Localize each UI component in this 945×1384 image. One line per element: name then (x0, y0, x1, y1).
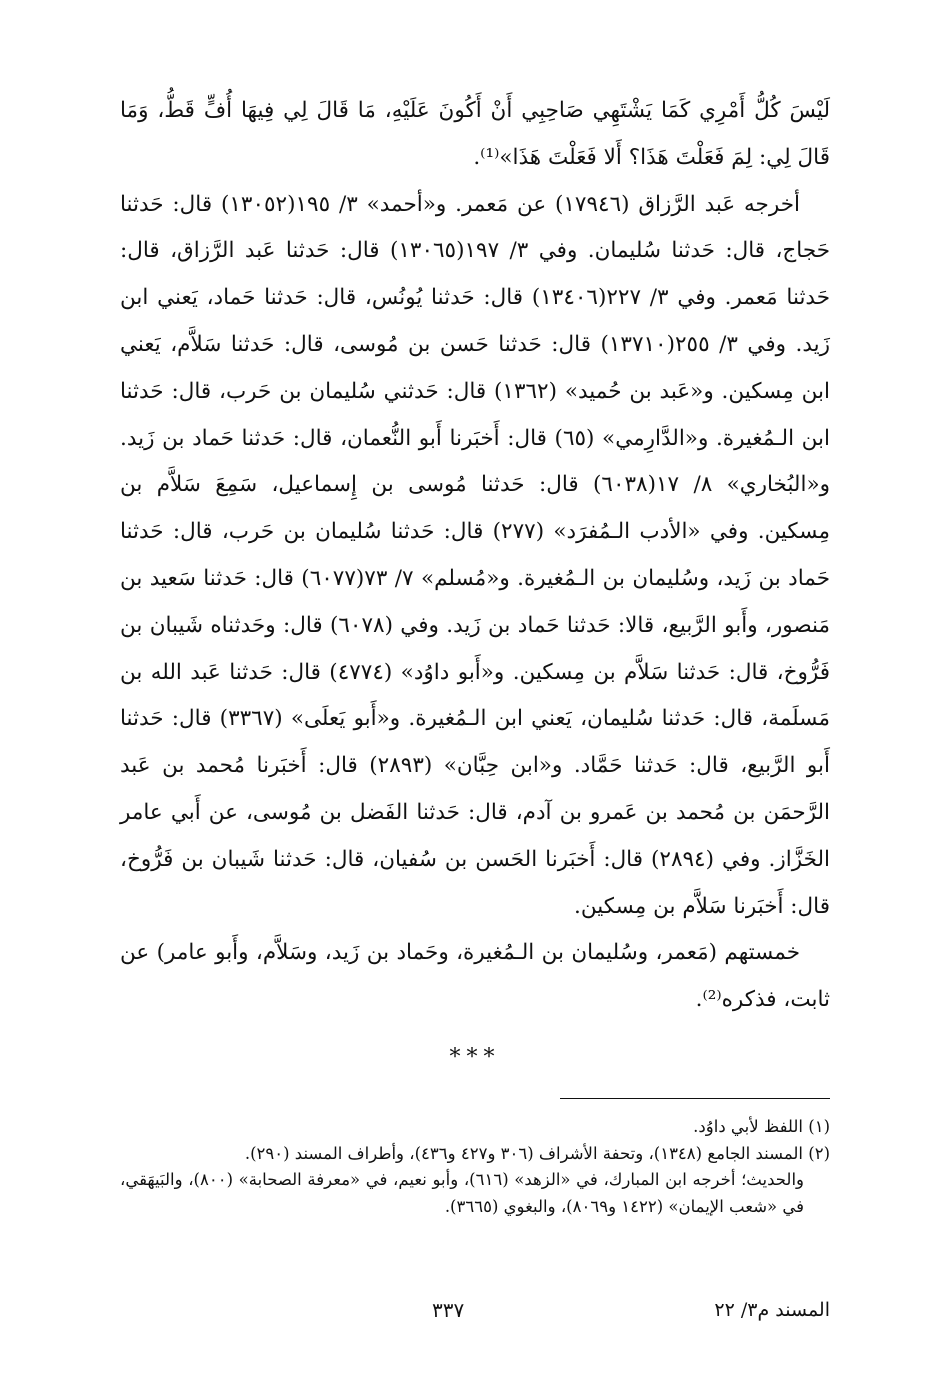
page-footer (120, 1292, 830, 1328)
volume-label: المسند م٣/ ٢٢ (714, 1299, 830, 1321)
hadith-text-paragraph: لَيْسَ كُلُّ أَمْرِي كَمَا يَشْتَهِي صَاحِبِي أَنْ أَكُونَ عَلَيْهِ، مَا قَالَ لِي فِيهَا أُفٍّ قَطُّ، وَمَا قَالَ لِي: لِمَ فَعَلْتَ هَذَا؟ أَلا فَعَلْتَ هَذَا»⁽¹⁾. (120, 98, 830, 170)
page-number: ٣٣٧ (432, 1298, 465, 1322)
main-text (120, 88, 830, 1078)
section-separator: *** (449, 1044, 501, 1070)
footnotes (120, 1114, 830, 1220)
footnote-2: (٢) المسند الجامع (١٣٤٨)، وتحفة الأشراف (٣٠٦ و٤٢٧ و٤٣٦)، وأطراف المسند (٢٩٠). (244, 1143, 830, 1163)
footnote-2-continuation: والحديث؛ أخرجه ابن المبارك، في «الزهد» (٦١٦)، وأبو نعيم، في «معرفة الصحابة» (٨٠٠)، والبَيهَقي، في «شعب الإيمان» (١٤٢٢ و٨٠٦٩)، والبغوي (٣٦٦٥). (120, 1170, 804, 1216)
footnote-1: (١) اللفظ لأبي داوُد. (693, 1117, 830, 1136)
summary-paragraph: خمستهم (مَعمر، وسُليمان بن الـمُغيرة، وحَماد بن زَيد، وسَلاَّم، وأَبو عامر) عن ثابت، فذكره⁽²⁾. (120, 940, 830, 1013)
takhrij-paragraph: أخرجه عَبد الرَّزاق (١٧٩٤٦) عن مَعمر. و«أحمد» ٣/ ١٩٥(١٣٠٥٢) قال: حَدثنا حَجاج، قال: حَدثنا سُليمان. وفي ٣/ ١٩٧(١٣٠٦٥) قال: حَدثنا عَبد الرَّزاق، قال: حَدثنا مَعمر. وفي ٣/ ٢٢٧(١٣٤٠٦) قال: حَدثنا يُونُس، قال: حَدثنا حَماد، يَعني ابن زَيد. وفي ٣/ ٢٥٥(١٣٧١٠) قال: حَدثنا حَسن بن مُوسى، قال: حَدثنا سَلاَّم، يَعني ابن مِسكين. و«عَبد بن حُميد» (١٣٦٢) قال: حَدثني سُليمان بن حَرب، قال: حَدثنا ابن الـمُغيرة. و«الدَّارِمي» (٦٥) قال: أَخبَرنا أَبو النُّعمان، قال: حَدثنا حَماد بن زَيد. و«البُخاري» ٨/ ١٧(٦٠٣٨) قال: حَدثنا مُوسى بن إِسماعيل، سَمِعَ سَلاَّم بن مِسكين. وفي «الأدب الـمُفرَد» (٢٧٧) قال: حَدثنا سُليمان بن حَرب، قال: حَدثنا حَماد بن زَيد، وسُليمان بن الـمُغيرة. و«مُسلم» ٧/ ٧٣(٦٠٧٧) قال: حَدثنا سَعيد بن مَنصور، وأَبو الرَّبيع، قالا: حَدثنا حَماد بن زَيد. وفي (٦٠٧٨) قال: وحَدثناه شَيبان بن فَرُّوخ، قال: حَدثنا سَلاَّم بن مِسكين. و«أَبو داوُد» (٤٧٧٤) قال: حَدثنا عَبد الله بن مَسلَمة، قال: حَدثنا سُليمان، يَعني ابن الـمُغيرة. و«أَبو يَعلَى» (٣٣٦٧) قال: حَدثنا أَبو الرَّبيع، قال: حَدثنا حَمَّاد. و«ابن حِبَّان» (٢٨٩٣) قال: أَخبَرنا مُحمد بن عَبد الرَّحمَن بن مُحمد بن عَمرو بن آدم، قال: حَدثنا الفَضل بن مُوسى، عن أَبي عامر الخَزَّاز. وفي (٢٨٩٤) قال: أَخبَرنا الحَسن بن سُفيان، قال: حَدثنا شَيبان بن فَرُّوخ، قال: أَخبَرنا سَلاَّم بن مِسكين. (120, 191, 831, 919)
footnote-divider (560, 1098, 830, 1099)
